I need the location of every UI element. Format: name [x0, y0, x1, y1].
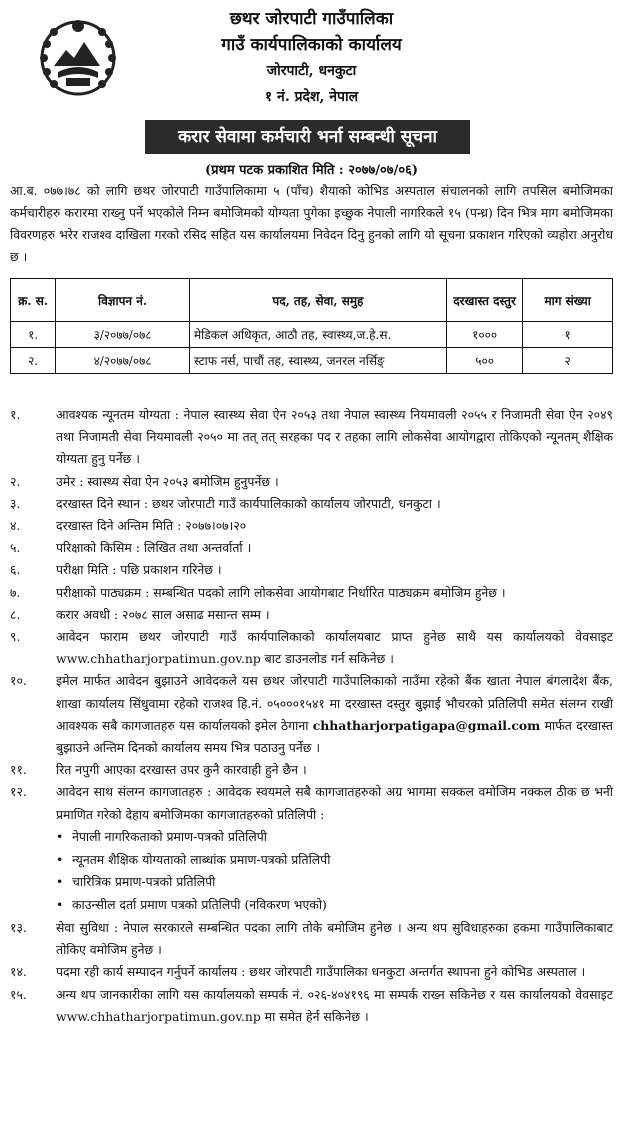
item-text: दरखास्त दिने स्थान : छथर जोरपाटी गाउँ कार्यपालिकाको कार्यालय जोरपाटी, धनकुटा ।	[56, 495, 441, 511]
list-item	[10, 984, 613, 1028]
table-row	[11, 322, 613, 348]
bullet-item: • चारित्रिक प्रमाण-पत्रको प्रतिलिपी	[72, 871, 613, 894]
item-number: १४.	[10, 964, 27, 980]
item-text: परिक्षाको किसिम : लिखित तथा अन्तर्वार्ता ।	[56, 540, 252, 556]
item-text: उमेर : स्वास्थ्य सेवा ऐन २०५३ बमोजिम हुनुपर्नेछ ।	[56, 473, 279, 489]
conditions-list	[10, 404, 613, 1028]
item-number: १३.	[10, 920, 27, 936]
item-text: रित नपुगी आएका दरखास्त उपर कुनै कारवाही हुने छैन ।	[56, 762, 307, 778]
list-item	[10, 604, 613, 626]
item-number: ८.	[10, 606, 21, 622]
item-text: आवेदन फाराम छथर जोरपाटी गाउँ कार्यपालिकाको कार्यालयबाट प्राप्त हुनेछ साथै यस कार्यालयको वेवसाइट www.chhatharjorpatimun.gov.np बाट डाउनलोड गर्न सकिनेछ ।	[56, 629, 613, 667]
item-text-part: इमेल मार्फत आवेदन बुझाउने आवेदकले यस छथर जोरपाटी गाउँपालिकाको नाउँमा रहेको बैंक खाता नेपाल बंगलादेश बैंक, शाखा कार्यालय सिंधुवामा रहेको राजश्व हि.नं. ०५०००१५४१ मा दरखास्त दस्तुर बुझाई भौचरको प्रतिलिपी समेत संलग्न राखी आवश्यक सबै कागजातहरु यस कार्यालयको इमेल ठेगाना	[56, 673, 613, 733]
header-fee: दरखास्त दस्तुर	[446, 279, 522, 322]
list-item	[10, 759, 613, 781]
item-text: पदमा रही कार्य सम्पादन गर्नुपर्ने कार्यालय : छथर जोरपाटी गाउँपालिका धनकुटा अन्तर्गत स्थापना हुने कोभिड अस्पताल ।	[56, 964, 586, 980]
list-item	[10, 961, 613, 983]
header-serial: क्र. स.	[11, 279, 56, 322]
header-post: पद, तह, सेवा, समुह	[189, 279, 446, 322]
item-number: ३.	[10, 495, 21, 511]
item-text: आवेदन साथ संलग्न कागजातहरु : आवेदक स्वयमले सबै कागजातहरुको अग्र भागमा सक्कल वमोजिम नक्कल ठीक छ भनी प्रमाणित गरेको देहाय बमोजिमका कागजातहरुको प्रतिलिपी :	[56, 784, 613, 822]
cell-serial: २.	[11, 348, 56, 374]
item-number: ५.	[10, 540, 21, 556]
list-item	[10, 559, 613, 581]
item-text	[56, 670, 613, 759]
cell-demand: १	[523, 322, 613, 348]
cell-post: मेडिकल अधिकृत, आठौ तह, स्वास्थ्य,ज.हे.स.	[189, 322, 446, 348]
bullet-item: • न्यूनतम शैक्षिक योग्यताको लाब्धांक प्रमाण-पत्रको प्रतिलिपी	[72, 849, 613, 872]
list-item	[10, 471, 613, 493]
item-number: १.	[10, 407, 21, 422]
email-address: chhatharjorpatigapa@gmail.com	[312, 717, 541, 733]
cell-demand: २	[523, 348, 613, 374]
cell-ad-number: ३/२०७७/०७८	[56, 322, 190, 348]
header-ad-number: विज्ञापन नं.	[56, 279, 190, 322]
header-demand: माग संख्या	[523, 279, 613, 322]
item-number: ७.	[10, 584, 21, 600]
table-header-row	[11, 279, 613, 322]
list-item	[10, 670, 613, 759]
item-text: करार अवधी : २०७८ साल असाढ मसान्त सम्म ।	[56, 606, 270, 622]
item-text: सेवा सुविधा : नेपाल सरकारले सम्बन्धित पदका लागि तोके बमोजिम हुनेछ । अन्य थप सुविधाहरुका हकमा गाउँपालिकाबाट तोकिए वमोजिम हुनेछ ।	[56, 920, 613, 958]
cell-serial: १.	[11, 322, 56, 348]
item-number: ६.	[10, 562, 21, 578]
list-item	[10, 404, 613, 471]
item-text: अन्य थप जानकारीका लागि यस कार्यालयको सम्पर्क नं. ०२६-४०४१९६ मा सम्पर्क राख्न सकिनेछ र यस कार्यालयको वेवसाइट www.chhatharjorpatimun.gov.np मा समेत हेर्न सकिनेछ ।	[56, 986, 613, 1024]
documents-bullet-list	[10, 826, 613, 917]
office-address: जोरपाटी, धनकुटा	[266, 63, 357, 79]
item-number: २.	[10, 473, 21, 489]
item-text: आवश्यक न्यूनतम योग्यता : नेपाल स्वास्थ्य सेवा ऐन २०५३ तथा नेपाल स्वास्थ्य नियमावली २०५५ र निजामती सेवा ऐन २०४९ तथा निजामती सेवा नियमावली २०५० मा तत् तत् सरहका पद र तहका लागि लोकसेवा आयोगद्वारा तोकिएको न्यूनतम् शैक्षिक योग्यता हुनु पर्नेछ ।	[56, 407, 613, 467]
item-number: ११.	[10, 762, 27, 778]
office-name: गाउँ कार्यपालिकाको कार्यालय	[221, 35, 402, 55]
table-row	[11, 348, 613, 374]
cell-ad-number: ४/२०७७/०७८	[56, 348, 190, 374]
publish-date: (प्रथम पटक प्रकाशित मिति : २०७७/०७/०६)	[205, 163, 418, 178]
letterhead	[0, 0, 623, 118]
item-number: १२.	[10, 784, 27, 800]
notice-title-banner: करार सेवामा कर्मचारी भर्ना सम्बन्धी सूचना	[145, 120, 470, 154]
list-item	[10, 493, 613, 515]
item-text: दरखास्त दिने अन्तिम मिति : २०७७।०७।२०	[56, 518, 247, 534]
list-item	[10, 515, 613, 537]
list-item	[10, 537, 613, 559]
item-number: १०.	[10, 673, 27, 689]
item-text: परीक्षा मिति : पछि प्रकाशन गरिनेछ ।	[56, 562, 222, 578]
item-number: ४.	[10, 518, 21, 534]
item-number: ९.	[10, 629, 21, 645]
cell-fee: १०००	[446, 322, 522, 348]
intro-paragraph: आ.ब. ०७७।७८ को लागि छथर जोरपाटी गाउँपालिकामा ५ (पाँच) शैयाको कोभिड अस्पताल संचालनको लागि तपसिल बमोजिमका कर्मचारीहरु करारमा राख्नु पर्ने भएकोले निम्न बमोजिमको योग्यता पुगेका इच्छुक नेपाली नागरिकले १५ (पन्ध्र) दिन भित्र माग बमोजिमका विवरणहरु भरेर राजश्व दाखिला गरको रसिद सहित यस कार्यालयमा निवेदन दिनु हुनको लागि यो सूचना प्रकाशन गरिएको व्यहोरा अनुरोध छ ।	[10, 183, 613, 264]
cell-post: स्टाफ नर्स, पाचौं तह, स्वास्थ्य, जनरल नर्सिङ्	[189, 348, 446, 374]
list-item	[10, 917, 613, 961]
item-text: परीक्षाको पाठ्यक्रम : सम्बन्धित पदको लागि लोकसेवा आयोगबाट निर्धारित पाठ्यक्रम बमोजिम हुनेछ ।	[56, 584, 506, 600]
list-item	[10, 781, 613, 825]
bullet-item: • नेपाली नागरिकताको प्रमाण-पत्रको प्रतिलिपी	[72, 826, 613, 849]
municipality-name: छथर जोरपाटी गाउँपालिका	[229, 9, 394, 29]
bullet-item: • काउन्सील दर्ता प्रमाण पत्रको प्रतिलिपी (नविकरण भएको)	[72, 894, 613, 917]
list-item	[10, 626, 613, 670]
cell-fee: ५००	[446, 348, 522, 374]
item-number: १५.	[10, 986, 27, 1002]
province-line: १ नं. प्रदेश, नेपाल	[264, 89, 359, 105]
list-item	[10, 582, 613, 604]
item-text-part: मार्फत दरखास्त बुझाउने अन्तिम दिनको कार्यालय समय भित्र पठाउनु पर्नेछ ।	[56, 717, 613, 756]
vacancy-table	[10, 278, 613, 374]
